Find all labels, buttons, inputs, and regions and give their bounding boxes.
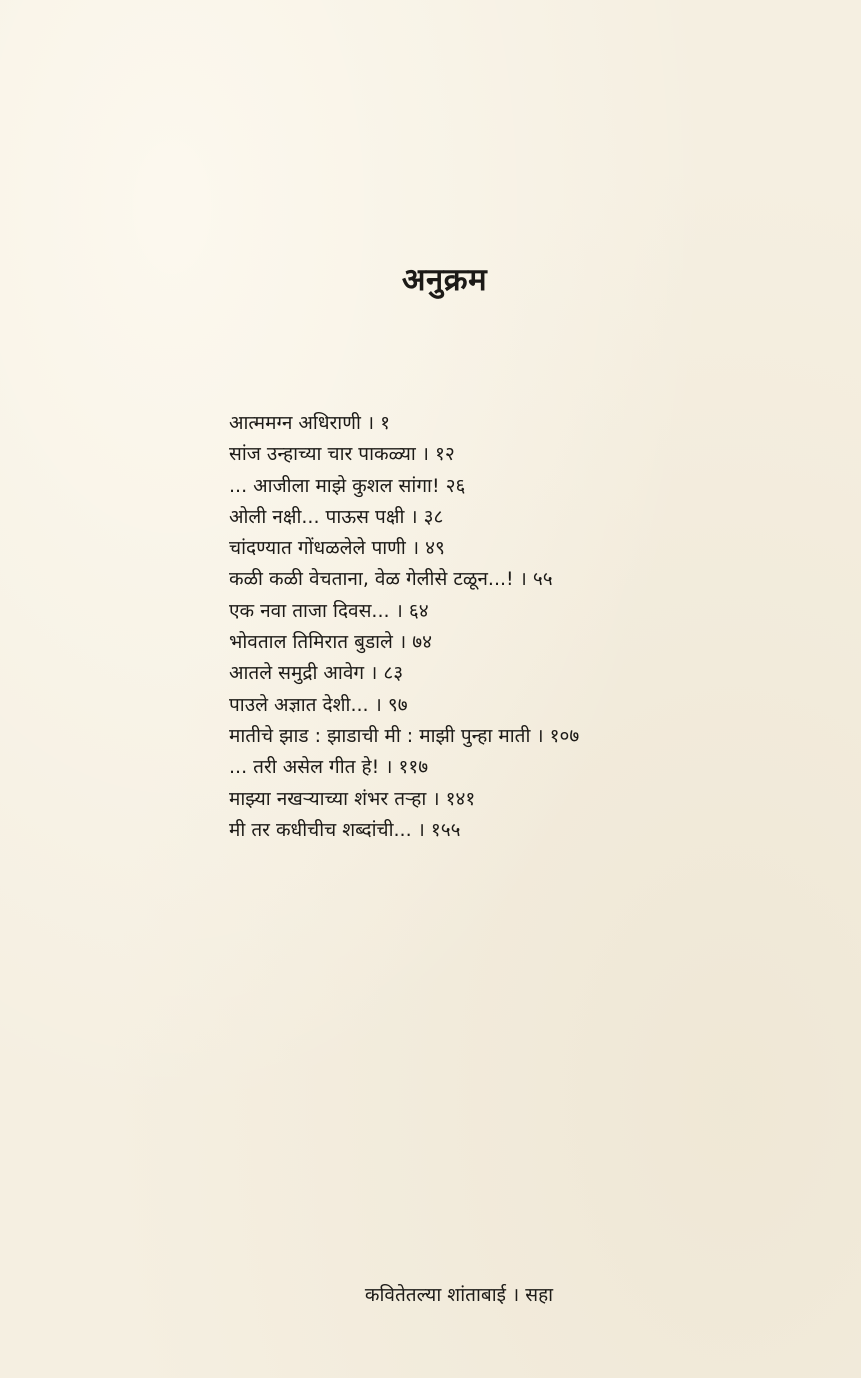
- toc-entry: चांदण्यात गोंधळलेले पाणी । ४९: [229, 537, 445, 560]
- toc-entry: कळी कळी वेचताना, वेळ गेलीसे टळून...! । ५५: [229, 568, 553, 591]
- toc-entry: ओली नक्षी... पाऊस पक्षी । ३८: [229, 505, 444, 528]
- page-title: अनुक्रम: [401, 262, 488, 298]
- toc-entry: मातीचे झाड : झाडाची मी : माझी पुन्हा माती । १०७: [229, 724, 580, 747]
- toc-entry: भोवताल तिमिरात बुडाले । ७४: [229, 631, 432, 654]
- toc-entry: माझ्या नखऱ्याच्या शंभर तऱ्हा । १४१: [229, 787, 476, 810]
- toc-entry: आतले समुद्री आवेग । ८३: [229, 662, 404, 685]
- table-of-contents: [229, 408, 579, 846]
- toc-entry: सांज उन्हाच्या चार पाकळ्या । १२: [229, 443, 455, 466]
- toc-entry: ... तरी असेल गीत हे! । ११७: [229, 756, 429, 779]
- toc-entry: पाउले अज्ञात देशी... । ९७: [229, 693, 408, 716]
- toc-entry: आत्ममग्न अधिराणी । १: [229, 412, 391, 434]
- toc-entry: ... आजीला माझे कुशल सांगा! २६: [229, 474, 466, 497]
- toc-entry: मी तर कधीचीच शब्दांची... । १५५: [229, 818, 461, 841]
- page-footer: कवितेतल्या शांताबाई । सहा: [364, 1284, 554, 1306]
- toc-entry: एक नवा ताजा दिवस... । ६४: [229, 599, 429, 622]
